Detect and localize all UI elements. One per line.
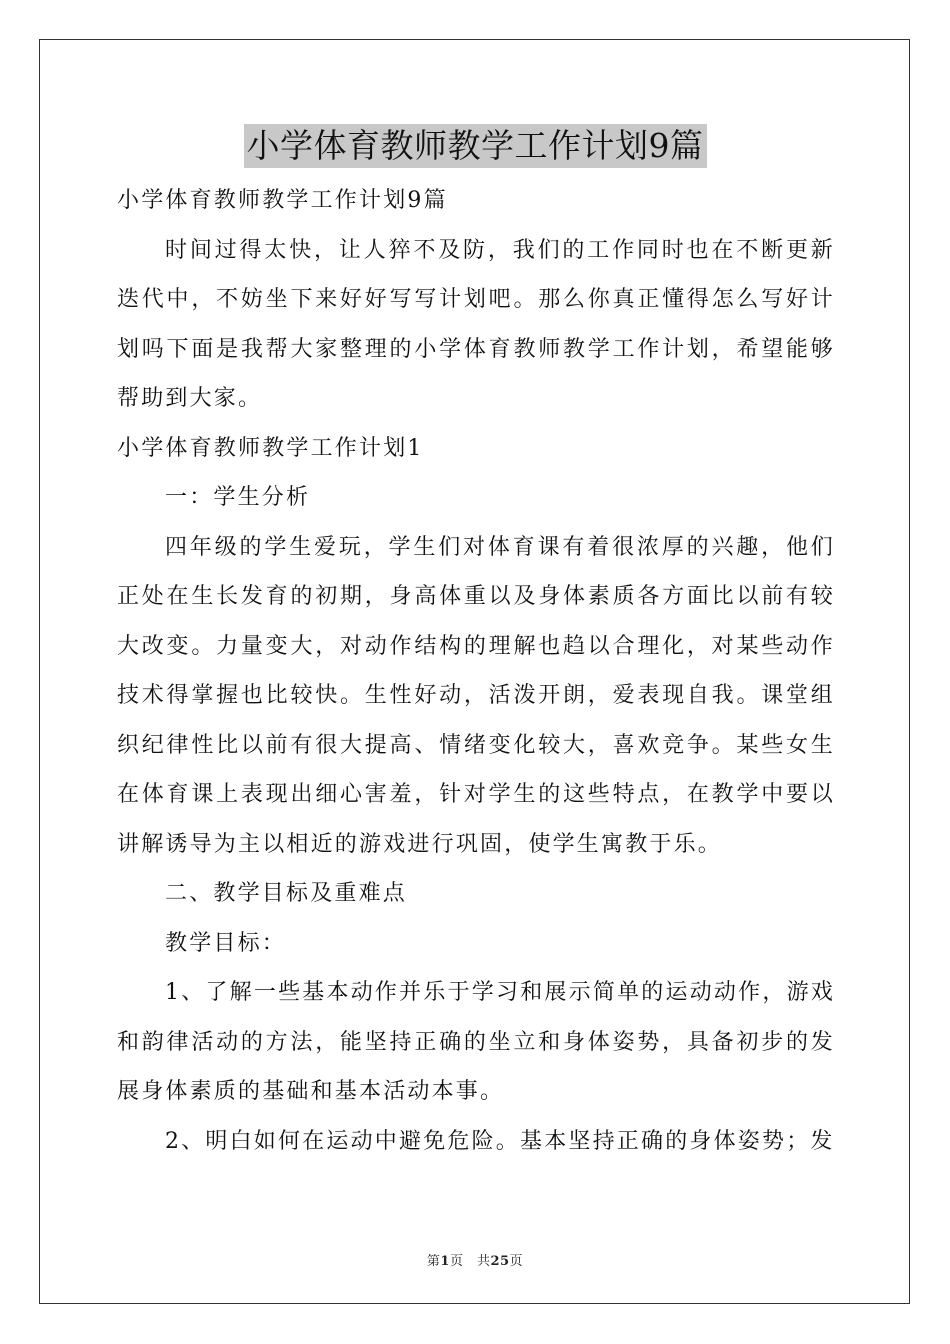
paragraph-subtitle: 小学体育教师教学工作计划9篇 — [117, 188, 448, 213]
title-container — [0, 124, 950, 168]
subsection-heading: 二、教学目标及重难点 — [165, 881, 408, 906]
document-body — [117, 176, 835, 1166]
subsection-heading: 一：学生分析 — [165, 485, 311, 510]
footer-middle: 页 共 — [449, 1254, 491, 1269]
paragraph-label: 教学目标： — [165, 930, 287, 956]
list-item: 1、了解一些基本动作并乐于学习和展示简单的运动动作，游戏和韵律活动的方法，能坚持正确的坐立和身体姿势，具备初步的发展身体素质的基础和基本活动本事。 — [117, 980, 835, 1104]
current-page-number: 1 — [440, 1254, 450, 1269]
footer-suffix: 页 — [509, 1254, 524, 1269]
total-page-count: 25 — [490, 1254, 510, 1269]
paragraph-intro: 时间过得太快，让人猝不及防，我们的工作同时也在不断更新迭代中，不妨坐下来好好写写计划吧。那么你真正懂得怎么写好计划吗下面是我帮大家整理的小学体育教师教学工作计划，希望能够帮助到大家。 — [117, 237, 835, 411]
footer-prefix: 第 — [426, 1254, 441, 1269]
document-title: 小学体育教师教学工作计划9篇 — [244, 124, 707, 168]
section-heading: 小学体育教师教学工作计划1 — [117, 435, 424, 461]
page-footer — [0, 1250, 950, 1269]
paragraph-student-analysis: 四年级的学生爱玩，学生们对体育课有着很浓厚的兴趣，他们正处在生长发育的初期，身高体重以及身体素质各方面比以前有较大改变。力量变大，对动作结构的理解也趋以合理化，对某些动作技术得掌握也比较快。生性好动，活泼开朗，爱表现自我。课堂组织纪律性比以前有很大提高、情绪变化较大，喜欢竞争。某些女生在体育课上表现出细心害羞，针对学生的这些特点，在教学中要以讲解诱导为主以相近的游戏进行巩固，使学生寓教于乐。 — [117, 534, 835, 857]
list-item: 2、明白如何在运动中避免危险。基本坚持正确的身体姿势；发 — [165, 1128, 835, 1154]
